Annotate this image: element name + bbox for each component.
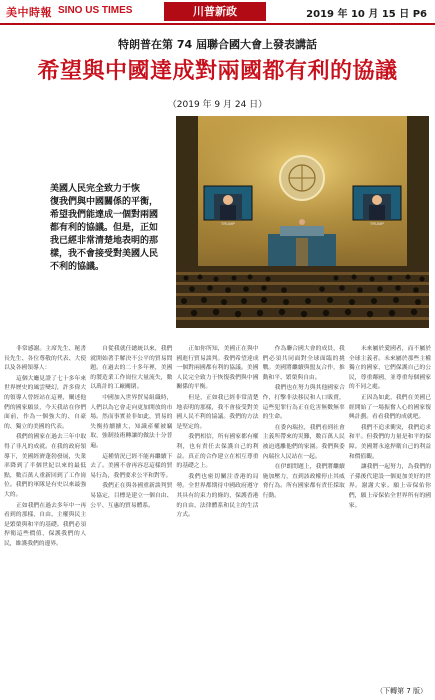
left-screen-label: TRUMP	[220, 221, 236, 226]
pull-quote-line: 樣，我不會接受對美國人民	[50, 249, 159, 259]
section-tag: 川普新政	[164, 2, 266, 21]
body-paragraph: 正如我們在過去多年中一再看到的那樣，自由、主權與民主是繁榮與和平的基礎。我們必須捍衛這些價值，保護我們的人民，維護我們的邊界。	[4, 502, 87, 547]
body-paragraph: 在伊朗問題上，我們將繼續施加壓力，直到該政權停止其威脅行為。所有國家都有責任採取行動。	[262, 464, 345, 499]
left-video-screen	[204, 186, 252, 226]
right-video-screen	[353, 186, 401, 226]
body-paragraph: 我們相信，所有國家都有權利，也有責任去保護自己的利益。真正的合作建立在相互尊重的基礎之上。	[176, 434, 259, 470]
un-assembly-photo	[176, 116, 429, 328]
issue-date: 2019 年 10 月 15 日 P6	[306, 9, 427, 20]
article-dateline: （2019 年 9 月 24 日）	[167, 100, 268, 110]
body-paragraph: 自從我就任總統以來，我們就開始著手解決不公平的貿易問題。在過去的二十多年裡，美國的製造業工作崗位大量流失，數以萬計的工廠關閉。	[90, 346, 173, 391]
right-screen-label: TRUMP	[369, 221, 385, 226]
body-paragraph: 我們正在與各國重新談判貿易協定，目標是建立一個自由、公平、互惠的貿易體系。	[90, 483, 173, 509]
body-paragraph: 在委內瑞拉，我們看到社會主義所帶來的災難，數百萬人民被迫逃離他們的家園。我們與委內瑞拉人民站在一起。	[262, 424, 345, 460]
body-paragraph: 我們也在努力與其他國家合作，打擊非法移民和人口販賣，這些犯罪行為正在危害無數無辜的生命。	[262, 385, 345, 421]
pull-quote-line: 希望我們能達成一個對兩國	[50, 210, 159, 220]
body-paragraph: 讓我們一起努力，為我們的子孫後代建設一個更加美好的世界。謝謝大家。願上帝保佑你們，願上帝保佑全世界所有的國家。	[348, 464, 432, 509]
continue-note: （下轉第 7 版）	[376, 687, 427, 695]
pull-quote-line: 不利的協議。	[50, 262, 105, 272]
body-paragraph: 我們不追求衝突，我們追求和平。但我們的力量是和平的保障。美國將永遠捍衛自己的利益和價值觀。	[348, 424, 432, 460]
body-paragraph: 正因為如此，我們在美國已經開始了一場振奮人心的國家復興計劃。看看我們的成就吧。	[348, 394, 432, 421]
body-column	[90, 345, 172, 683]
body-column	[4, 345, 86, 683]
body-column	[263, 345, 345, 683]
body-column	[176, 345, 258, 683]
brand-chinese-name: 美中時報	[6, 6, 52, 19]
audience-seating	[176, 266, 429, 328]
pull-quote-line: 我已經非常清楚地表明的那	[50, 236, 159, 246]
body-paragraph: 這個大廳見證了七十多年來世界歷史的風雲變幻，許多偉大的領導人曾經站在這裡，闡述他們的國家願景，今天我站在你們面前，作為一個強大的、自豪的、獨立的美國的代表。	[4, 375, 87, 430]
body-paragraph: 我們也密切關注香港的局勢。全世界都期待中國政府遵守其具有約束力的條約，保護香港的自由、法律體系和民主的生活方式。	[176, 473, 259, 519]
body-paragraph: 正如你所知，美國正在與中國進行貿易談判。我們希望達成一個對兩國都有利的協議。美國人民完全致力于恢復我們與中國關係的平衡。	[176, 346, 259, 391]
body-paragraph: 這種情況已經不能再繼續下去了。美國不會再容忍這樣的貿易行為，我們要求公平和對等。	[90, 453, 173, 479]
body-paragraph: 中國加入世界貿易組織時，人們以為它會走向更加開放的市場。然而事實並非如此，貿易的失衡持續擴大，知識產權被竊取，強制技術轉讓的做法十分普遍。	[90, 394, 173, 449]
pull-quote	[50, 183, 170, 274]
masthead-bar	[0, 0, 435, 25]
pull-quote-line: 復我們與中國關係的平衡，	[50, 197, 159, 207]
pull-quote-line: 美國人民完全致力于恢	[50, 184, 141, 194]
article-body	[4, 345, 431, 683]
un-emblem-icon	[280, 156, 324, 200]
article-subtitle: 特朗普在第 74 屆聯合國大會上發表講話	[118, 38, 317, 51]
pull-quote-line: 都有利的協議。但是，正如	[50, 223, 159, 233]
body-paragraph: 未來屬於愛國者，而不屬於全球主義者。未來屬於那些主權獨立的國家，它們保護自己的公民，尊重鄰國，並尊重每個國家的不同之處。	[348, 346, 432, 391]
body-column	[349, 345, 431, 683]
body-paragraph: 作為聯合國大會的成員，我們必須共同面對全球面臨的挑戰。美國將繼續與盟友合作，推動和平、繁榮與自由。	[262, 346, 345, 381]
body-paragraph: 非常感謝。主席先生、秘書長先生、各位尊敬的代表、大使以及各國領導人：	[4, 346, 87, 372]
article-headline: 希望與中國達成對兩國都有利的協議	[37, 59, 398, 84]
body-paragraph: 我們的國家在過去三年中取得了非凡的成就。在我的政府領導下，美國經濟蓬勃發展，失業率降到了半個世紀以來的最低點，數百萬人重新回到了工作崗位。我們的軍隊是有史以來最強大的。	[4, 434, 87, 498]
body-paragraph: 但是，正如我已經非常清楚地表明的那樣，我不會接受對美國人民不利的協議。我們的方法是堅定的。	[176, 394, 259, 430]
brand-english-name: SINO US TIMES	[58, 5, 133, 16]
